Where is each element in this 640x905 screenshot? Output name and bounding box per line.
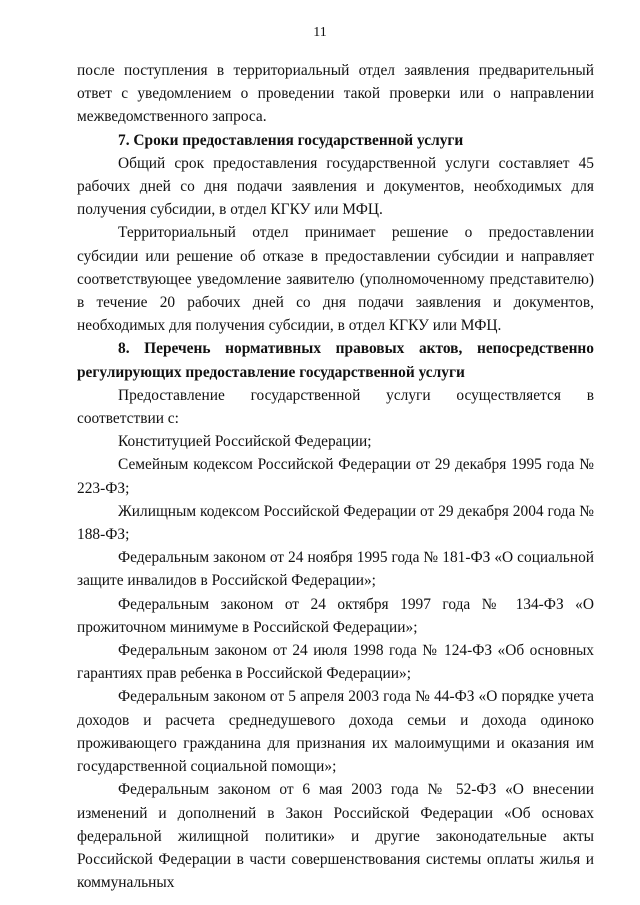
paragraph: после поступления в территориальный отдел заявления предварительный ответ с уведомлением о проведении такой проверки или о направлении межведомственного запроса. (77, 62, 594, 126)
section-heading: 8. Перечень нормативных правовых актов, непосредственно регулирующих предоставление государственной услуги (77, 340, 594, 381)
paragraph: Жилищным кодексом Российской Федерации от 29 декабря 2004 года № 188-ФЗ; (77, 502, 594, 544)
paragraph: Федеральным законом от 24 июля 1998 года № 124-ФЗ «Об основных гарантиях прав ребенка в Российской Федерации»; (77, 642, 594, 683)
paragraph: Федеральным законом от 5 апреля 2003 года № 44-ФЗ «О порядке учета доходов и расчета среднедушевого дохода семьи и дохода одиноко проживающего гражданина для признания их малоимущими и оказания им государственной социальной помощи»; (77, 688, 594, 776)
paragraph: Федеральным законом от 6 мая 2003 года № 52-ФЗ «О внесении изменений и дополнений в Закон Российской Федерации «Об основах федеральной жилищной политики» и другие законодательные акты Российской Федерации в части совершенствования системы оплаты жилья и коммунальных (77, 781, 594, 892)
paragraph: Территориальный отдел принимает решение о предоставлении субсидии или решение об отказе в предоставлении субсидии и направляет соответствующее уведомление заявителю (уполномоченному представителю) в течение 20 рабочих дней со дня подачи заявления и документов, необходимых для получения субсидии, в отдел КГКУ или МФЦ. (77, 224, 594, 335)
paragraph: Предоставление государственной услуги осуществляется в соответствии с: (77, 386, 594, 428)
page-number: 11 (313, 25, 327, 40)
paragraph: Общий срок предоставления государственной услуги составляет 45 рабочих дней со дня подачи заявления и документов, необходимых для получения субсидии, в отдел КГКУ или МФЦ. (77, 154, 594, 219)
section-heading: 7. Сроки предоставления государственной услуги (118, 131, 464, 149)
paragraph: Конституцией Российской Федерации; (118, 433, 372, 451)
paragraph: Семейным кодексом Российской Федерации от 29 декабря 1995 года № 223-ФЗ; (77, 456, 594, 497)
paragraph: Федеральным законом от 24 октября 1997 года № 134-ФЗ «О прожиточном минимуме в Российской Федерации»; (77, 595, 594, 636)
paragraph: Федеральным законом от 24 ноября 1995 года № 181-ФЗ «О социальной защите инвалидов в Российской Федерации»; (77, 549, 594, 590)
document-body (77, 59, 594, 894)
